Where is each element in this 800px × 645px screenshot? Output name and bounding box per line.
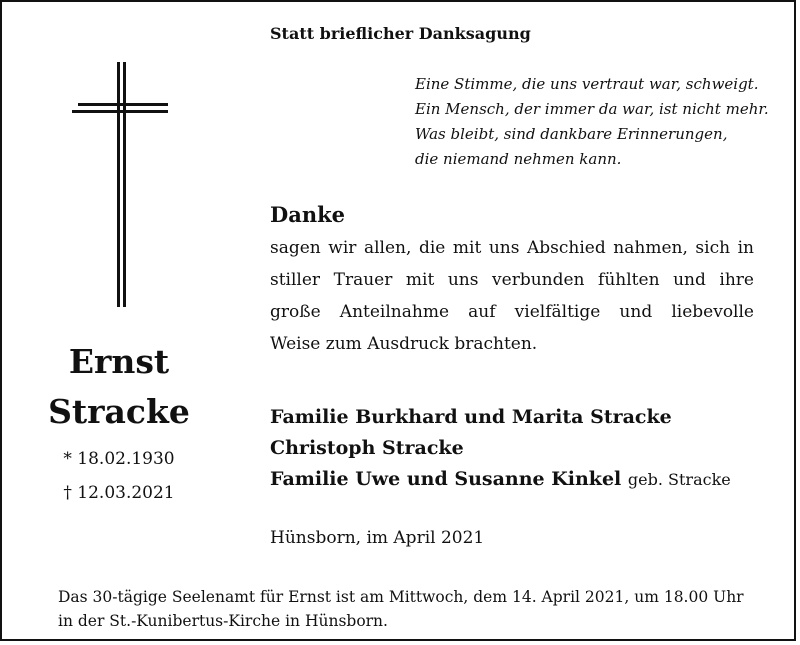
family-line: Christoph Stracke [270, 437, 464, 459]
notice-header: Statt brieflicher Danksagung [270, 24, 531, 43]
deceased-last-name: Stracke [48, 392, 190, 431]
thanks-title: Danke [270, 202, 345, 227]
poem-line: Eine Stimme, die uns vertraut war, schweigt. [415, 75, 759, 93]
birth-date: * 18.02.1930 [63, 449, 175, 469]
death-date: † 12.03.2021 [63, 483, 175, 503]
family-line [270, 464, 731, 495]
cross-icon [72, 62, 168, 312]
family-list [270, 402, 731, 495]
memorial-service-note [58, 585, 770, 633]
poem-line: Was bleibt, sind dankbare Erinnerungen, [415, 125, 728, 143]
poem-line: die niemand nehmen kann. [415, 150, 622, 168]
family-line: Familie Burkhard und Marita Stracke [270, 406, 672, 428]
thanks-line: große Anteilnahme auf vielfältige und liebevolle [270, 302, 754, 322]
thanks-line: stiller Trauer mit uns verbunden fühlten und ihre [270, 270, 754, 290]
poem [415, 72, 769, 172]
place-date: Hünsborn, im April 2021 [270, 528, 485, 548]
poem-line: Ein Mensch, der immer da war, ist nicht mehr. [415, 100, 769, 118]
footer-line: in der St.-Kunibertus-Kirche in Hünsborn. [58, 612, 388, 630]
footer-line: Das 30-tägige Seelenamt für Ernst ist am Mittwoch, dem 14. April 2021, um 18.00 Uhr [58, 588, 744, 606]
thanks-line: sagen wir allen, die mit uns Abschied nahmen, sich in [270, 238, 754, 258]
thanks-line: Weise zum Ausdruck brachten. [270, 334, 538, 354]
thanks-body [270, 232, 754, 360]
maiden-name: geb. Stracke [627, 470, 731, 489]
family-name: Familie Uwe und Susanne Kinkel [270, 468, 622, 490]
deceased-first-name: Ernst [68, 342, 170, 381]
